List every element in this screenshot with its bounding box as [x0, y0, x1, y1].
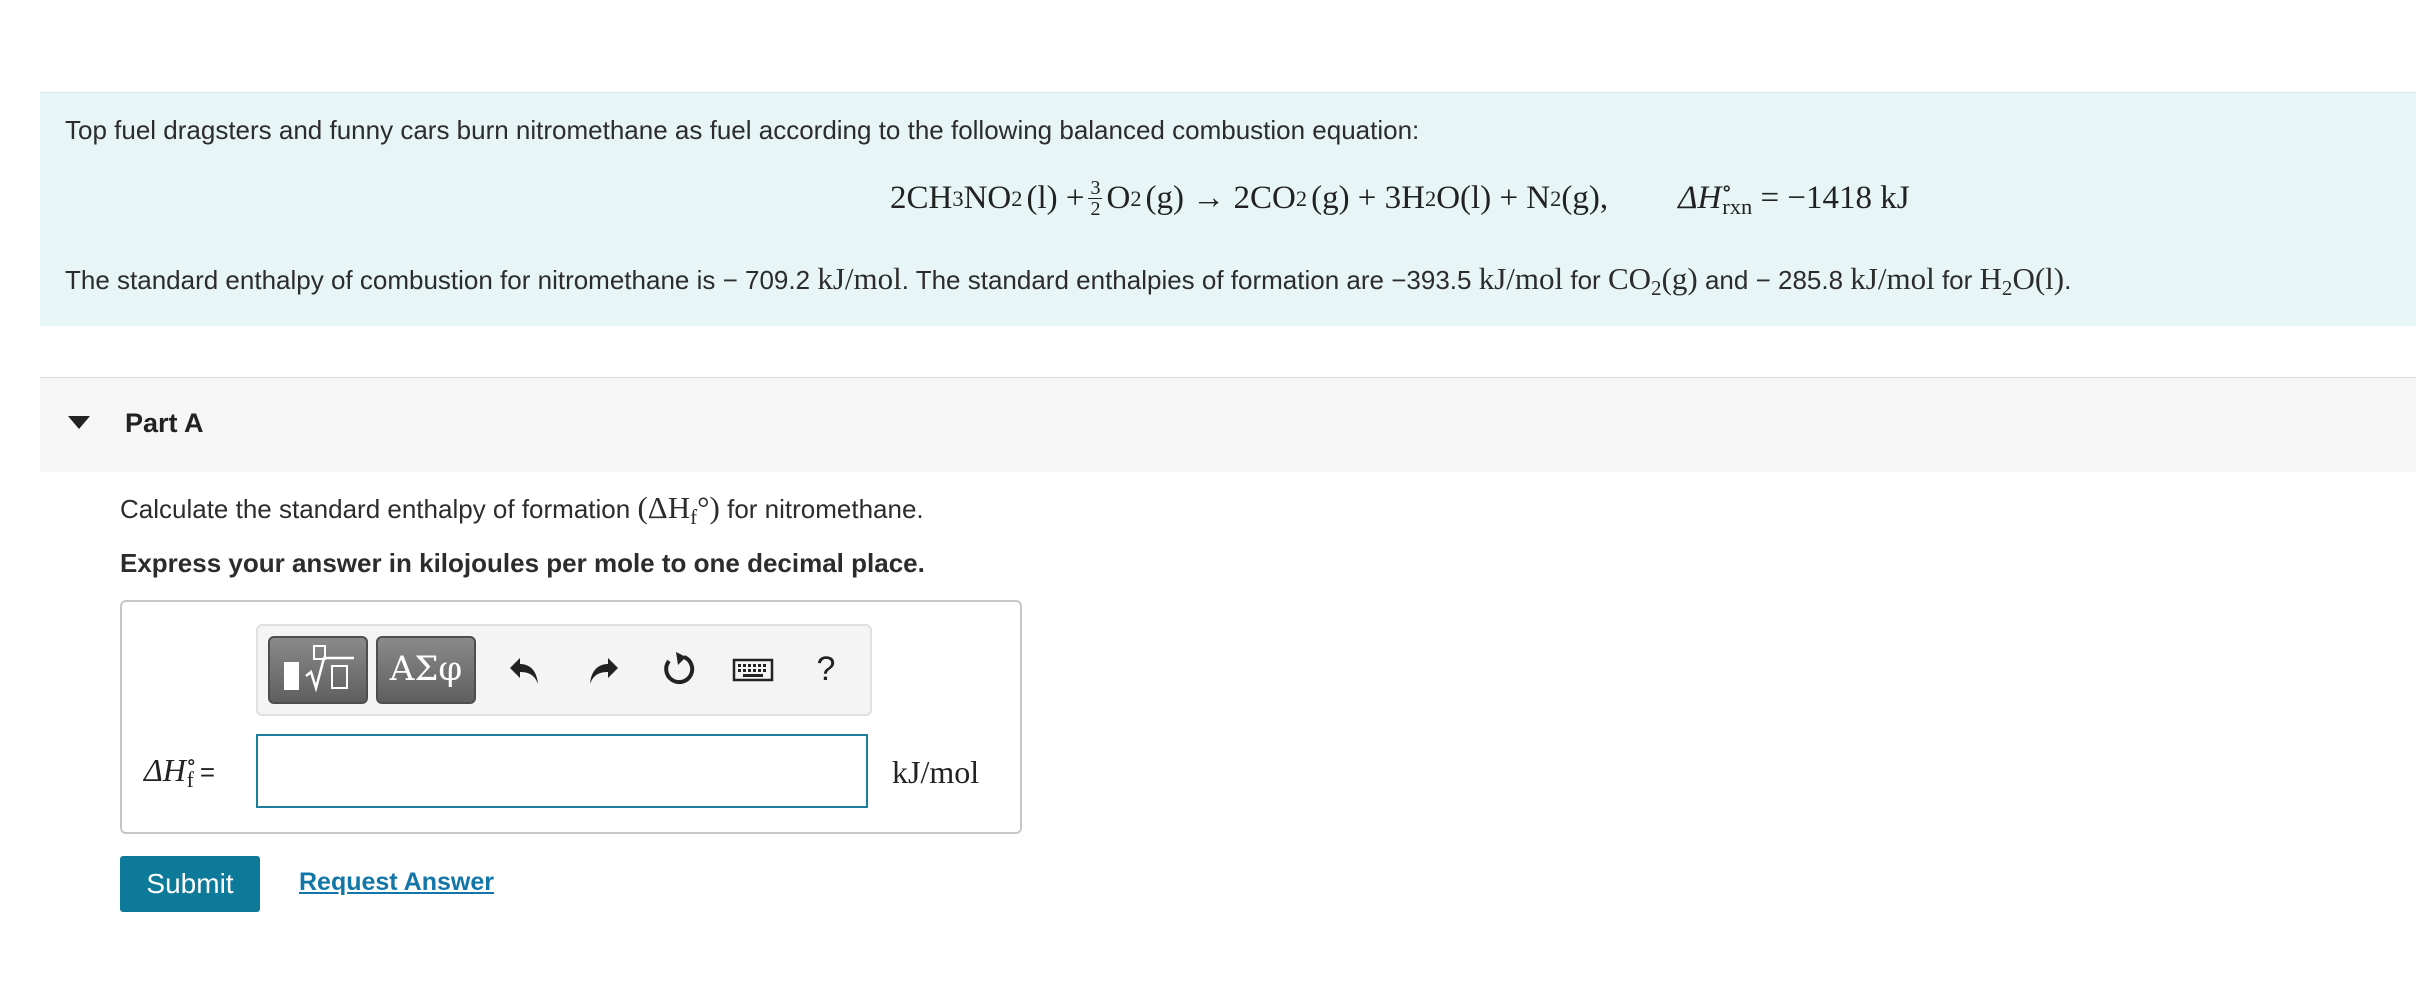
- templates-button[interactable]: [268, 636, 368, 704]
- fraction: $\frac{3}{2}$: [1090, 177, 1101, 220]
- answer-unit: kJ/mol: [892, 754, 980, 790]
- answer-instruction: Express your answer in kilojoules per mole to one decimal place.: [120, 548, 925, 578]
- templates-icon: [270, 638, 366, 702]
- combustion-equation: 2CH 3 NO 2 (l) + $\frac{3}{2}$ O 2 (g) → 2CO 2 (g) + 3H 2 O(l) + N 2 (g), $\Delta H^\circ_{rxn} = -1418$ kJ: [890, 175, 1910, 220]
- question-text: Calculate the standard enthalpy of formation $(\Delta H_f^\circ)$ for nitromethane.: [120, 490, 924, 529]
- reaction-enthalpy: $\Delta H^\circ_{rxn} = -1418$ kJ: [1678, 175, 1910, 220]
- redo-icon[interactable]: [578, 644, 626, 694]
- part-title: Part A: [125, 408, 204, 438]
- reset-icon[interactable]: [654, 644, 702, 694]
- keyboard-icon[interactable]: [732, 644, 774, 694]
- enthalpy-symbol: $(\Delta H_f^\circ)$: [637, 490, 720, 529]
- part-a-header[interactable]: [40, 378, 2416, 472]
- help-icon[interactable]: ?: [816, 650, 836, 688]
- request-answer-link[interactable]: Request Answer: [299, 868, 494, 896]
- math-toolbar: [256, 624, 872, 716]
- problem-intro-text: Top fuel dragsters and funny cars burn nitromethane as fuel according to the following balanced combustion equation:: [65, 115, 1420, 145]
- answer-label: $\Delta H^\circ_f$ =: [144, 750, 215, 793]
- submit-button[interactable]: Submit: [120, 856, 260, 912]
- problem-statement: [40, 92, 2416, 326]
- greek-letters-button[interactable]: ΑΣφ: [376, 636, 476, 704]
- enthalpy-data-text: The standard enthalpy of combustion for nitromethane is − 709.2 kJ/mol. The standard enthalpies of formation are −393.5 kJ/mol for $CO_2(g)$ and − 285.8 kJ/mol for $H_2O(l)$.: [65, 261, 2072, 300]
- answer-input[interactable]: [256, 734, 868, 808]
- undo-icon[interactable]: [502, 644, 550, 694]
- answer-box: [120, 600, 1022, 834]
- collapse-caret-icon[interactable]: [68, 416, 90, 429]
